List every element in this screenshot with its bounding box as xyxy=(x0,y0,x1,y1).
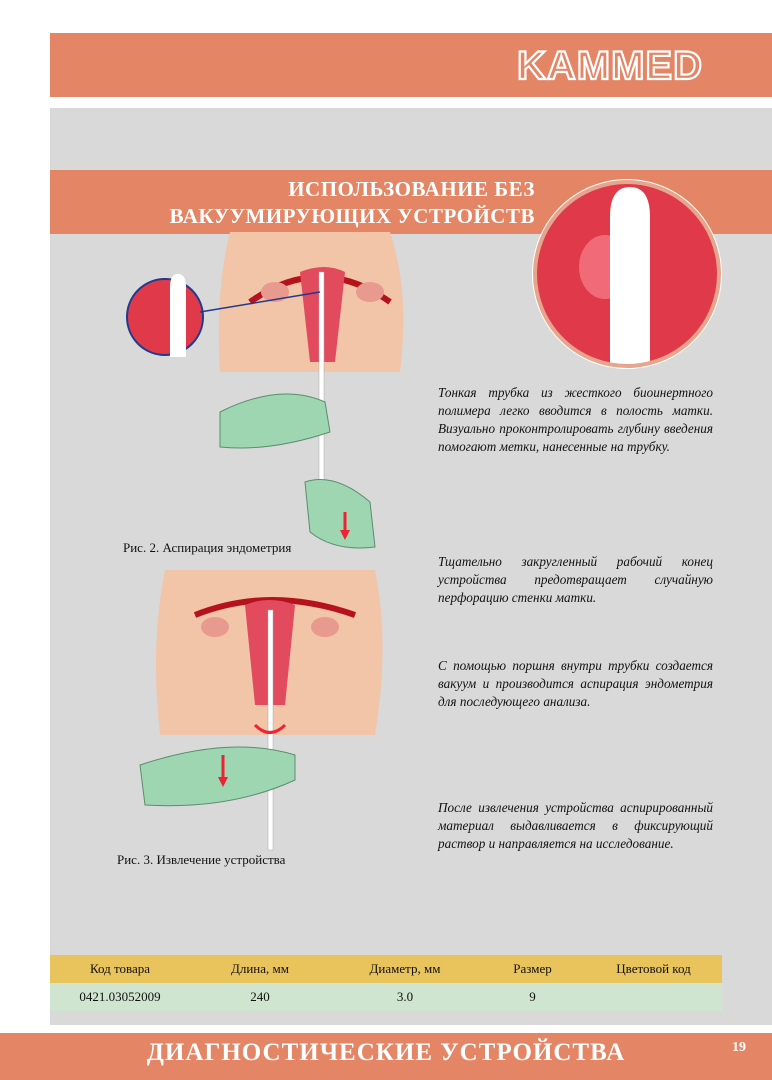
cell-size: 9 xyxy=(529,989,536,1004)
endometrial-aspiration-illustration xyxy=(120,232,430,562)
cell-diameter: 3.0 xyxy=(396,989,414,1004)
product-table xyxy=(50,955,722,1011)
cell-product-code: 0421.03052009 xyxy=(79,989,161,1004)
header-band xyxy=(50,33,772,97)
section-title-line2: ВАКУУМИРУЮЩИХ УСТРОЙСТВ xyxy=(169,204,535,228)
description-insertion: Тонкая трубка из жесткого биоинертного полимера легко вводится в полость матки. Визуально проконтролировать глубину введения помогают метки, нанесенные на трубку. xyxy=(438,385,713,454)
description-rounded-tip: Тщательно закругленный рабочий конец устройства предотвращает случайную перфорацию стенки матки. xyxy=(438,554,713,605)
device-removal-illustration xyxy=(120,565,430,865)
page-number: 19 xyxy=(732,1040,746,1055)
footer-title: ДИАГНОСТИЧЕСКИЕ УСТРОЙСТВА xyxy=(146,1039,626,1066)
header-color-code: Цветовой код xyxy=(616,961,691,976)
zoom-detail-illustration xyxy=(530,177,724,371)
table-row xyxy=(50,983,722,1011)
footer-band xyxy=(0,1033,772,1080)
figure-2-caption: Рис. 2. Аспирация эндометрия xyxy=(123,540,292,555)
section-title xyxy=(50,176,535,230)
svg-text:KAMMED: KAMMED xyxy=(517,44,703,87)
header-size: Размер xyxy=(513,961,552,976)
table-header-row xyxy=(50,955,722,983)
header-diameter: Диаметр, мм xyxy=(369,961,441,976)
description-vacuum: С помощью поршня внутри трубки создается вакуум и производится аспирация эндометрия для последующего анализа. xyxy=(438,658,713,709)
cell-length: 240 xyxy=(250,989,270,1004)
brand-logo xyxy=(500,43,720,87)
header-length: Длина, мм xyxy=(231,961,289,976)
section-title-line1: ИСПОЛЬЗОВАНИЕ БЕЗ xyxy=(288,177,535,201)
description-removal: После извлечения устройства аспирированный материал выдавливается в фиксирующий раствор и направляется на исследование. xyxy=(438,800,713,851)
figure-3-caption: Рис. 3. Извлечение устройства xyxy=(117,852,286,867)
header-product-code: Код товара xyxy=(89,961,151,976)
